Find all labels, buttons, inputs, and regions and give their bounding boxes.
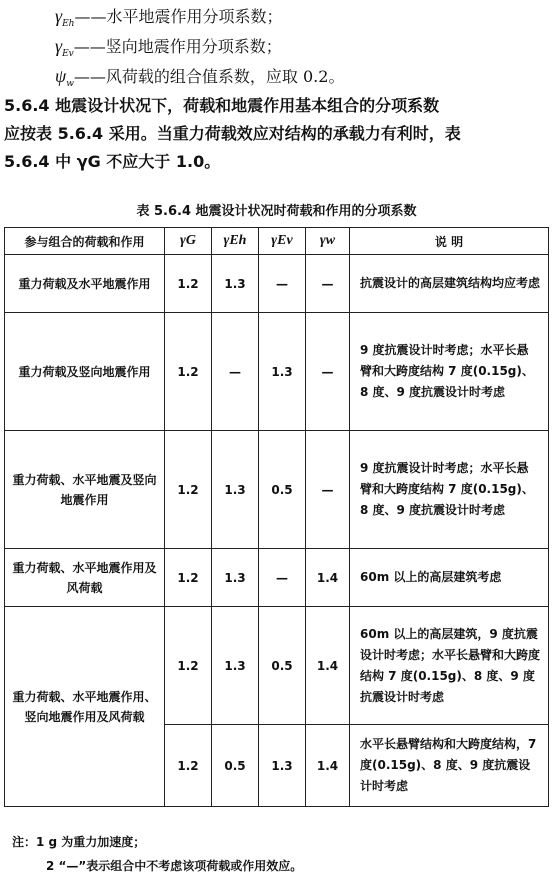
- symbol-subscript: w: [66, 79, 74, 90]
- note-cell: 水平长悬臂结构和大跨度结构，7 度(0.15g)、8 度、9 度抗震设计时考虑: [350, 725, 549, 807]
- table-header-row: [5, 228, 549, 255]
- table-row: [5, 313, 549, 431]
- paragraph-line: 5.6.4 地震设计状况下，荷载和地震作用基本组合的分项系数: [4, 96, 440, 115]
- gamma-g-cell: 1.2: [165, 607, 212, 725]
- gamma-ev-cell: —: [259, 549, 306, 607]
- gamma-ev-cell: 1.3: [259, 725, 306, 807]
- gamma-g-cell: 1.2: [165, 431, 212, 549]
- header-gamma-ev: γEv: [259, 228, 306, 255]
- table-row: [5, 431, 549, 549]
- gamma-eh-cell: 0.5: [212, 725, 259, 807]
- table-note-1: 注：1 g 为重力加速度；: [12, 835, 146, 849]
- gamma-ev-cell: 0.5: [259, 607, 306, 725]
- gamma-eh-cell: 1.3: [212, 607, 259, 725]
- coefficient-table: [4, 227, 549, 807]
- combo-cell: 重力荷载及水平地震作用: [5, 255, 165, 313]
- symbol: γ: [55, 6, 63, 26]
- note-cell: 60m 以上的高层建筑考虑: [350, 549, 549, 607]
- table-caption: 表 5.6.4 地震设计状况时荷载和作用的分项系数: [136, 204, 417, 219]
- gamma-ev-cell: 0.5: [259, 431, 306, 549]
- gamma-g-cell: 1.2: [165, 313, 212, 431]
- symbol-subscript: Eh: [62, 19, 75, 30]
- gamma-ev-cell: —: [259, 255, 306, 313]
- gamma-w-cell: —: [306, 431, 350, 549]
- gamma-eh-cell: —: [212, 313, 259, 431]
- gamma-w-cell: —: [306, 313, 350, 431]
- gamma-eh-cell: 1.3: [212, 431, 259, 549]
- definition-gamma-eh: [55, 6, 282, 34]
- symbol: γ: [55, 36, 63, 56]
- definition-text: ——竖向地震作用分项系数；: [73, 37, 282, 56]
- clause-paragraph: [4, 92, 550, 176]
- gamma-w-cell: 1.4: [306, 725, 350, 807]
- definition-text: ——风荷载的组合值系数，应取 0.2。: [73, 67, 345, 86]
- gamma-g-cell: 1.2: [165, 255, 212, 313]
- gamma-g-cell: 1.2: [165, 549, 212, 607]
- definition-text: ——水平地震作用分项系数；: [74, 7, 283, 26]
- combo-cell: 重力荷载及竖向地震作用: [5, 313, 165, 431]
- combo-cell: 重力荷载、水平地震及竖向地震作用: [5, 431, 165, 549]
- header-gamma-g: γG: [165, 228, 212, 255]
- header-gamma-w: γw: [306, 228, 350, 255]
- gamma-eh-cell: 1.3: [212, 255, 259, 313]
- symbol: ψ: [55, 66, 67, 86]
- combo-cell: 重力荷载、水平地震作用、竖向地震作用及风荷载: [5, 607, 165, 807]
- table-note-2: 2 “—”表示组合中不考虑该项荷载或作用效应。: [46, 859, 303, 873]
- header-combo: 参与组合的荷载和作用: [5, 228, 165, 255]
- gamma-eh-cell: 1.3: [212, 549, 259, 607]
- symbol-subscript: Ev: [62, 49, 74, 60]
- note-cell: 9 度抗震设计时考虑；水平长悬臂和大跨度结构 7 度(0.15g)、8 度、9 度抗震设计时考虑: [350, 313, 549, 431]
- note-cell: 60m 以上的高层建筑，9 度抗震设计时考虑；水平长悬臂和大跨度结构 7 度(0.15g)、8 度、9 度抗震设计时考虑: [350, 607, 549, 725]
- combo-cell: 重力荷载、水平地震作用及风荷载: [5, 549, 165, 607]
- table-row: [5, 255, 549, 313]
- gamma-w-cell: 1.4: [306, 607, 350, 725]
- paragraph-line: 应按表 5.6.4 采用。当重力荷载效应对结构的承载力有利时，表: [4, 124, 461, 143]
- definition-gamma-ev: [55, 36, 282, 64]
- header-note: 说 明: [350, 228, 549, 255]
- note-cell: 9 度抗震设计时考虑；水平长悬臂和大跨度结构 7 度(0.15g)、8 度、9 度抗震设计时考虑: [350, 431, 549, 549]
- definition-psi-w: [55, 66, 344, 94]
- header-gamma-eh: γEh: [212, 228, 259, 255]
- gamma-w-cell: 1.4: [306, 549, 350, 607]
- gamma-ev-cell: 1.3: [259, 313, 306, 431]
- table-row: [5, 607, 549, 725]
- gamma-w-cell: —: [306, 255, 350, 313]
- note-cell: 抗震设计的高层建筑结构均应考虑: [350, 255, 549, 313]
- gamma-g-cell: 1.2: [165, 725, 212, 807]
- paragraph-line: 5.6.4 中 γG 不应大于 1.0。: [4, 152, 221, 171]
- table-row: [5, 549, 549, 607]
